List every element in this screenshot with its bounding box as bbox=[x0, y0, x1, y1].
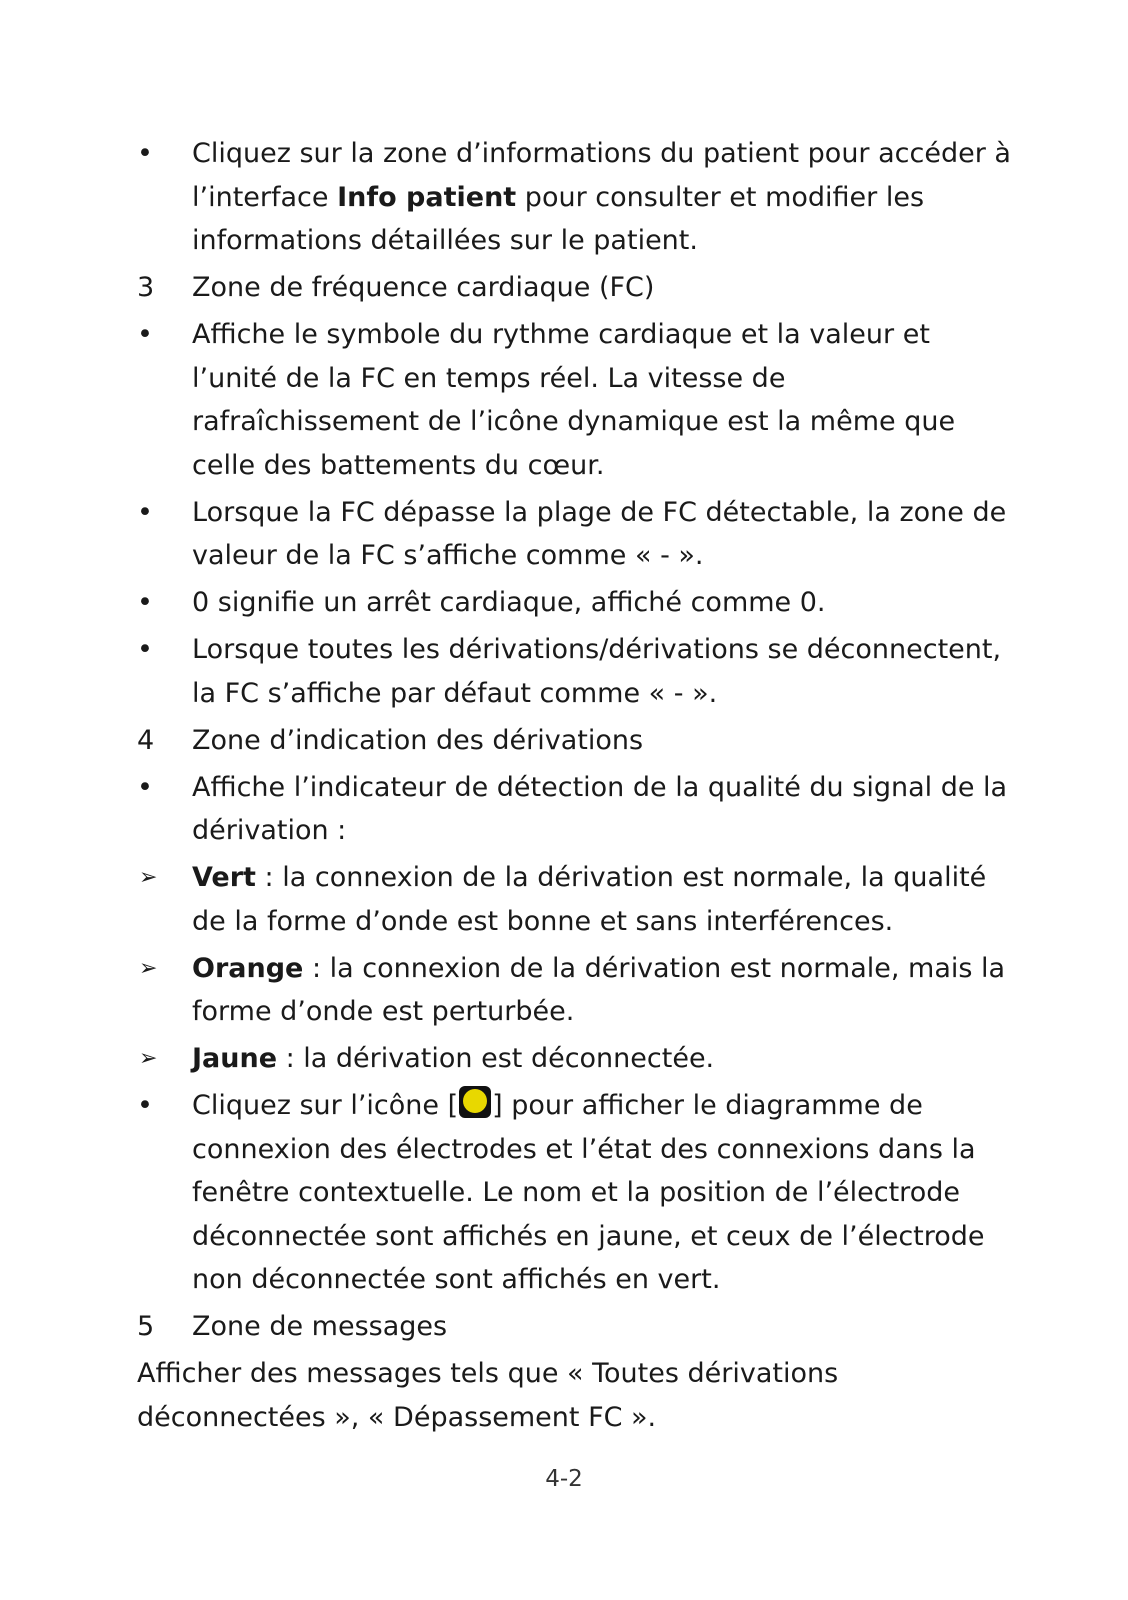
section-number: 5 bbox=[137, 1311, 155, 1342]
list-item-text: Affiche le symbole du rythme cardiaque et la valeur et l’unité de la FC en temps réel. La vitesse de rafraîchissement de l’icône dynamique est la même que celle des battements du cœur. bbox=[192, 319, 956, 481]
bullet: • bbox=[137, 496, 153, 528]
sub-list-item-green bbox=[137, 856, 1017, 943]
section-number: 4 bbox=[137, 724, 155, 756]
list-item-text: Vert : la connexion de la dérivation est normale, la qualité de la forme d’onde est bonne et sans interférences. bbox=[192, 862, 987, 937]
list-item-text: Cliquez sur la zone d’informations du patient pour accéder à l’interface Info patient pour consulter et modifier les informations détaillées sur le patient. bbox=[192, 138, 1011, 256]
bullet: • bbox=[137, 587, 153, 618]
section-title: Zone de fréquence cardiaque (FC) bbox=[192, 272, 655, 303]
sub-list-item-yellow bbox=[137, 1037, 1017, 1081]
list-item-text: Cliquez sur l’icône [ ] pour afficher le diagramme de connexion des électrodes et l’état des connexions dans la fenêtre contextuelle. Le nom et la position de l’électrode déconnectée sont affichés en jaune, et ceux de l’électrode non déconnectée sont affichés en vert. bbox=[192, 1084, 1017, 1302]
list-item bbox=[137, 766, 1017, 853]
list-item-text: Lorsque toutes les dérivations/dérivations se déconnectent, la FC s’affiche par défaut comme « - ». bbox=[192, 634, 1002, 709]
list-item-text: Jaune : la dérivation est déconnectée. bbox=[192, 1043, 715, 1074]
list-item-text: Affiche l’indicateur de détection de la qualité du signal de la dérivation : bbox=[192, 771, 1008, 846]
section-title: Zone de messages bbox=[192, 1311, 448, 1342]
section-heading-5 bbox=[137, 1305, 1017, 1349]
content-body bbox=[137, 132, 1017, 1439]
page-number: 4-2 bbox=[545, 1466, 583, 1492]
list-item-text: 0 signifie un arrêt cardiaque, affiché comme 0. bbox=[192, 587, 826, 618]
bullet: • bbox=[137, 634, 153, 665]
section-heading-4 bbox=[137, 719, 1017, 763]
bullet: • bbox=[137, 1090, 153, 1121]
list-item bbox=[137, 313, 1017, 487]
lead-status-yellow-icon bbox=[459, 1086, 491, 1118]
sub-list-item-orange bbox=[137, 947, 1017, 1034]
arrow-bullet-icon: ➢ bbox=[139, 955, 158, 981]
list-item-text: Orange : la connexion de la dérivation est normale, mais la forme d’onde est perturbée. bbox=[192, 952, 1006, 1027]
closing-paragraph: Afficher des messages tels que « Toutes dérivations déconnectées », « Dépassement FC ». bbox=[137, 1358, 839, 1433]
arrow-bullet-icon: ➢ bbox=[139, 1046, 158, 1071]
bullet: • bbox=[137, 319, 153, 350]
list-item bbox=[137, 1084, 1017, 1302]
info-patient-term: Info patient bbox=[337, 181, 517, 213]
bullet: • bbox=[137, 138, 153, 169]
section-heading-3 bbox=[137, 266, 1017, 310]
arrow-bullet-icon: ➢ bbox=[139, 865, 158, 890]
list-item-text: Lorsque la FC dépasse la plage de FC détectable, la zone de valeur de la FC s’affiche comme « - ». bbox=[192, 496, 1007, 571]
list-item bbox=[137, 581, 1017, 625]
section-number: 3 bbox=[137, 272, 155, 303]
list-item bbox=[137, 132, 1017, 263]
bullet: • bbox=[137, 771, 153, 803]
section-title: Zone d’indication des dérivations bbox=[192, 724, 644, 756]
list-item bbox=[137, 491, 1017, 578]
list-item bbox=[137, 628, 1017, 715]
